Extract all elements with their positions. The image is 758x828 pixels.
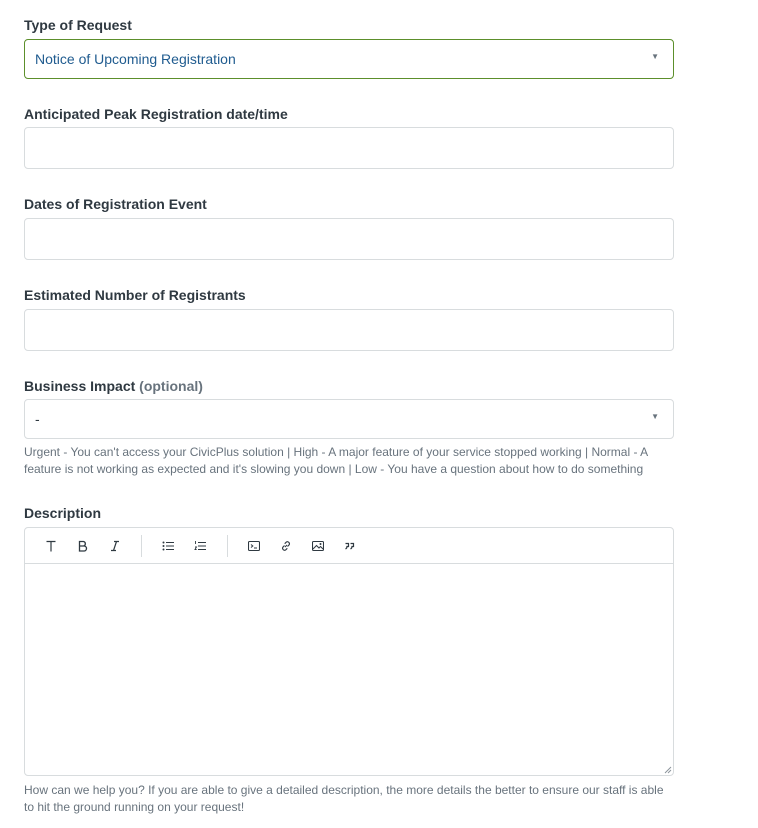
description-textarea[interactable] xyxy=(25,564,673,775)
business-impact-label-text: Business Impact xyxy=(24,378,136,394)
toolbar-divider xyxy=(227,535,228,557)
resize-handle-icon[interactable] xyxy=(663,765,672,774)
registration-dates-field xyxy=(24,195,674,213)
peak-registration-field xyxy=(24,105,674,123)
code-block-icon[interactable] xyxy=(242,528,266,563)
business-impact-select[interactable] xyxy=(24,399,674,439)
toolbar-divider xyxy=(141,535,142,557)
description-label: Description xyxy=(24,505,102,521)
bold-icon[interactable] xyxy=(71,528,95,563)
peak-registration-label: Anticipated Peak Registration date/time xyxy=(24,106,288,122)
optional-tag: (optional) xyxy=(139,378,203,394)
text-style-icon[interactable] xyxy=(39,528,63,563)
bulleted-list-icon[interactable] xyxy=(156,528,180,563)
chevron-down-icon: ▼ xyxy=(651,52,659,61)
peak-registration-input[interactable] xyxy=(24,127,674,169)
registrant-count-field xyxy=(24,286,674,304)
description-hint: How can we help you? If you are able to give a detailed description, the more details the better to ensure our staff is able to hit the ground running on your request! xyxy=(24,783,664,814)
chevron-down-icon: ▼ xyxy=(651,412,659,421)
description-field xyxy=(24,504,674,522)
italic-icon[interactable] xyxy=(103,528,127,563)
type-of-request-value: Notice of Upcoming Registration xyxy=(35,51,236,67)
registration-dates-label: Dates of Registration Event xyxy=(24,196,207,212)
quote-icon[interactable] xyxy=(338,528,362,563)
business-impact-value: - xyxy=(35,411,40,427)
type-of-request-select[interactable] xyxy=(24,39,674,79)
image-icon[interactable] xyxy=(306,528,330,563)
description-editor xyxy=(24,527,674,776)
registrant-count-label: Estimated Number of Registrants xyxy=(24,287,246,303)
numbered-list-icon[interactable] xyxy=(188,528,212,563)
link-icon[interactable] xyxy=(274,528,298,563)
business-impact-field xyxy=(24,377,674,395)
editor-toolbar xyxy=(25,528,673,564)
business-impact-hint: Urgent - You can't access your CivicPlus solution | High - A major feature of your service stopped working | Normal - A feature is not working as expected and it's slowing you down | Low - You have a question about how to do something xyxy=(24,445,648,476)
type-of-request-label: Type of Request xyxy=(24,17,132,33)
type-of-request-field xyxy=(24,16,674,34)
registrant-count-input[interactable] xyxy=(24,309,674,351)
business-impact-label xyxy=(24,377,674,395)
registration-dates-input[interactable] xyxy=(24,218,674,260)
